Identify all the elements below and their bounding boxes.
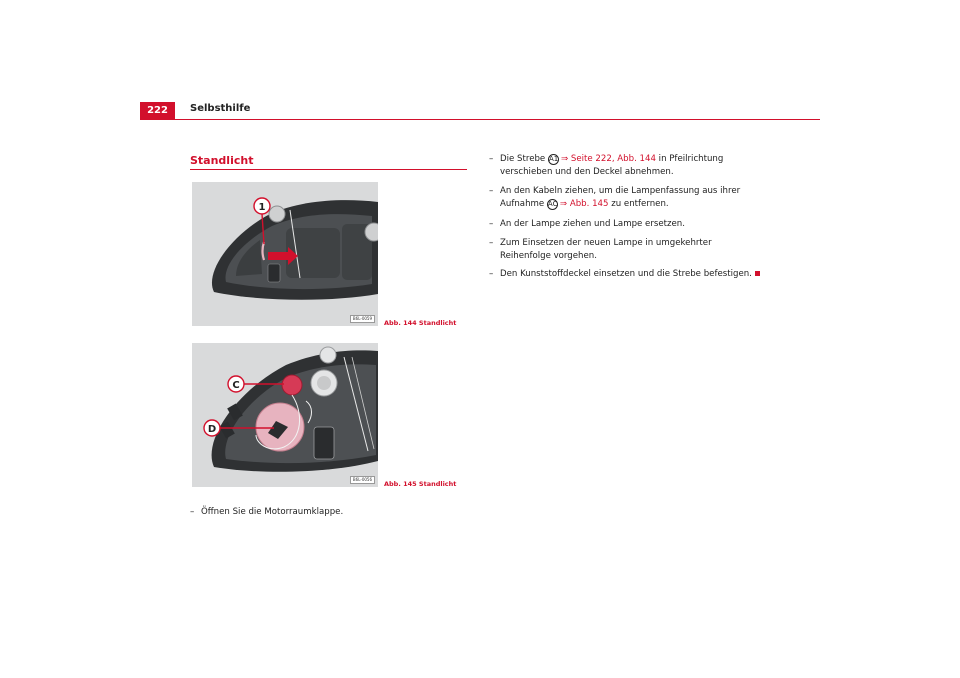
figure-145-caption: Abb. 145 Standlicht xyxy=(384,480,457,488)
step-dash: – xyxy=(489,269,494,279)
step-dash: – xyxy=(489,186,494,196)
step-text xyxy=(489,153,764,179)
step-dash: – xyxy=(489,238,494,248)
figure-144-callout-1: 1 xyxy=(258,202,266,213)
step-text-part: Die Strebe xyxy=(500,154,548,164)
step-text-part: An den Kabeln ziehen, um die Lampenfassung aus ihrer Aufnahme xyxy=(500,186,741,209)
figure-145-code: B6L-0056 xyxy=(350,476,375,484)
cross-reference-link[interactable]: ⇒ Abb. 145 xyxy=(559,199,609,209)
figure-145-illustration xyxy=(192,343,378,487)
marker-a1: A1 xyxy=(548,155,559,163)
figure-145-callout-d: D xyxy=(207,424,217,435)
chapter-title: Selbsthilfe xyxy=(190,103,251,114)
figure-144 xyxy=(192,182,378,326)
figure-144-caption: Abb. 144 Standlicht xyxy=(384,319,457,327)
step-dash: – xyxy=(489,154,494,164)
figure-145-callout-c: C xyxy=(232,380,240,391)
figure-144-illustration xyxy=(192,182,378,326)
step-text-part: Den Kunststoffdeckel einsetzen und die Strebe befestigen. xyxy=(500,269,752,279)
step-3 xyxy=(489,218,764,231)
step-dash: – xyxy=(489,219,494,229)
step-5 xyxy=(489,268,764,281)
step-text: An der Lampe ziehen und Lampe ersetzen. xyxy=(500,219,685,229)
figure-145 xyxy=(192,343,378,487)
section-rule xyxy=(190,169,467,170)
step-1 xyxy=(489,153,764,179)
marker-ac: AC xyxy=(547,200,558,208)
cross-reference-link[interactable]: ⇒ Seite 222, Abb. 144 xyxy=(560,154,656,164)
step-text: Zum Einsetzen der neuen Lampe in umgekehrter Reihenfolge vorgehen. xyxy=(500,238,712,261)
figure-144-code: B6L-0059 xyxy=(350,315,375,323)
step-open-hood xyxy=(190,506,467,519)
step-text xyxy=(489,185,764,211)
section-title: Standlicht xyxy=(190,154,254,167)
step-text: Öffnen Sie die Motorraumklappe. xyxy=(201,507,344,517)
step-4 xyxy=(489,237,764,263)
page-number: 222 xyxy=(140,102,175,119)
step-text-part: in Pfeilrichtung verschieben und den Deckel abnehmen. xyxy=(500,154,724,177)
step-2 xyxy=(489,185,764,211)
step-text-part: zu entfernen. xyxy=(608,199,669,209)
end-of-section-marker xyxy=(755,271,760,276)
step-text xyxy=(489,268,764,281)
step-dash: – xyxy=(190,507,195,517)
